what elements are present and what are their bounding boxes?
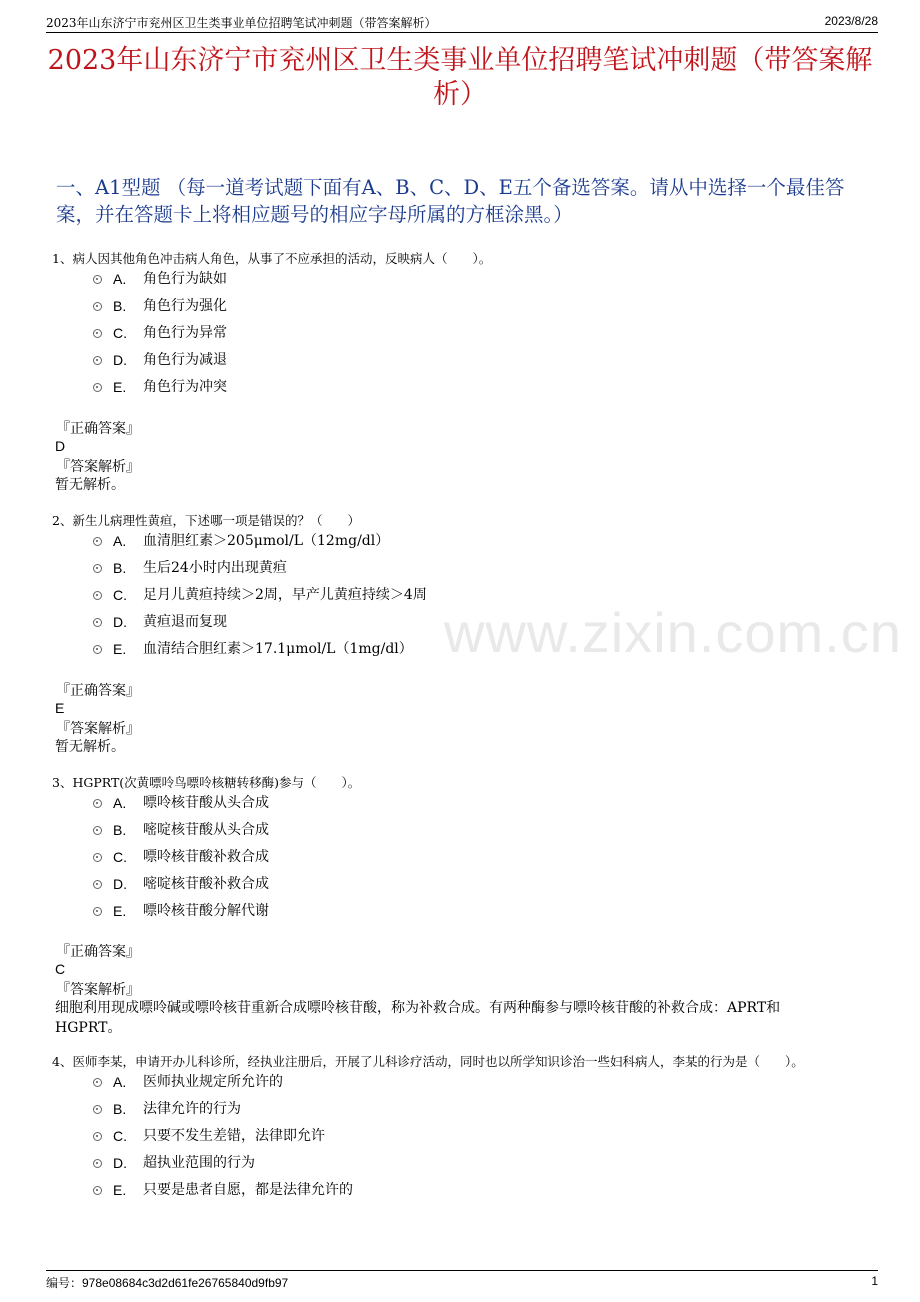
option-text: 角色行为减退 xyxy=(143,352,227,368)
option-letter: C. xyxy=(113,587,127,603)
radio-icon[interactable] xyxy=(93,618,102,627)
radio-icon[interactable] xyxy=(93,1078,102,1087)
explanation-text: 暂无解析。 xyxy=(55,739,125,755)
answer-label: 『正确答案』 xyxy=(56,683,140,699)
option-letter: D. xyxy=(113,1155,127,1171)
header-date: 2023/8/28 xyxy=(824,14,878,28)
option-text: 只要不发生差错，法律即允许 xyxy=(143,1128,325,1144)
option-letter: A. xyxy=(113,795,127,811)
question-stem: 3、HGPRT(次黄嘌呤鸟嘌呤核糖转移酶)参与（ ）。 xyxy=(52,775,361,790)
option-letter: A. xyxy=(113,1074,127,1090)
option-text: 医师执业规定所允许的 xyxy=(143,1074,283,1090)
radio-icon[interactable] xyxy=(93,1159,102,1168)
footer-doc-id: 编号：978e08684c3d2d61fe26765840d9fb97 xyxy=(46,1276,289,1290)
document-title: 2023年山东济宁市兖州区卫生类事业单位招聘笔试冲刺题（带答案解析） xyxy=(47,45,873,110)
option-letter: E. xyxy=(113,903,127,919)
header-doc-title: 2023年山东济宁市兖州区卫生类事业单位招聘笔试冲刺题（带答案解析） xyxy=(46,16,437,30)
radio-icon[interactable] xyxy=(93,383,102,392)
answer-label: 『正确答案』 xyxy=(56,944,140,960)
watermark: www.zixin.com.cn xyxy=(444,601,902,664)
option-text: 足月儿黄疸持续＞2周，早产儿黄疸持续＞4周 xyxy=(143,587,427,603)
question-stem: 4、医师李某，申请开办儿科诊所，经执业注册后，开展了儿科诊疗活动，同时也以所学知识诊治一些妇科病人，李某的行为是（ ）。 xyxy=(52,1054,804,1069)
radio-icon[interactable] xyxy=(93,591,102,600)
page-header xyxy=(46,12,878,33)
radio-icon[interactable] xyxy=(93,1186,102,1195)
radio-icon[interactable] xyxy=(93,645,102,654)
option-letter: D. xyxy=(113,876,127,892)
explanation-label: 『答案解析』 xyxy=(56,459,140,475)
page-number: 1 xyxy=(871,1274,878,1288)
option-text: 嘧啶核苷酸从头合成 xyxy=(143,822,269,838)
explanation-text: 暂无解析。 xyxy=(55,477,125,493)
option-letter: D. xyxy=(113,614,127,630)
answer-label: 『正确答案』 xyxy=(56,421,140,437)
option-text: 嘌呤核苷酸分解代谢 xyxy=(143,903,269,919)
question-stem: 1、病人因其他角色冲击病人角色，从事了不应承担的活动，反映病人（ ）。 xyxy=(52,251,492,266)
correct-answer: E xyxy=(55,700,65,716)
option-letter: C. xyxy=(113,325,127,341)
option-text: 角色行为冲突 xyxy=(143,379,227,395)
radio-icon[interactable] xyxy=(93,853,102,862)
radio-icon[interactable] xyxy=(93,1132,102,1141)
option-letter: B. xyxy=(113,822,127,838)
option-text: 黄疸退而复现 xyxy=(143,614,227,630)
correct-answer: D xyxy=(55,438,66,454)
radio-icon[interactable] xyxy=(93,907,102,916)
option-letter: D. xyxy=(113,352,127,368)
option-text: 角色行为缺如 xyxy=(143,271,227,287)
option-text: 血清结合胆红素＞17.1μmol/L（1mg/dl） xyxy=(143,641,413,657)
radio-icon[interactable] xyxy=(93,1105,102,1114)
option-text: 嘧啶核苷酸补救合成 xyxy=(143,876,269,892)
option-text: 超执业范围的行为 xyxy=(143,1155,255,1171)
option-letter: C. xyxy=(113,849,127,865)
page-footer xyxy=(46,1270,878,1291)
radio-icon[interactable] xyxy=(93,356,102,365)
option-letter: B. xyxy=(113,560,127,576)
option-letter: E. xyxy=(113,641,127,657)
radio-icon[interactable] xyxy=(93,302,102,311)
correct-answer: C xyxy=(55,961,66,977)
option-letter: B. xyxy=(113,1101,127,1117)
option-letter: A. xyxy=(113,533,127,549)
option-letter: C. xyxy=(113,1128,127,1144)
option-text: 角色行为异常 xyxy=(143,325,227,341)
option-letter: E. xyxy=(113,1182,127,1198)
option-letter: E. xyxy=(113,379,127,395)
option-text: 嘌呤核苷酸从头合成 xyxy=(143,795,269,811)
radio-icon[interactable] xyxy=(93,799,102,808)
question-stem: 2、新生儿病理性黄疸，下述哪一项是错误的？（ ） xyxy=(52,513,360,528)
radio-icon[interactable] xyxy=(93,564,102,573)
option-letter: B. xyxy=(113,298,127,314)
option-text: 血清胆红素＞205μmol/L（12mg/dl） xyxy=(143,533,390,549)
option-text: 角色行为强化 xyxy=(143,298,227,314)
radio-icon[interactable] xyxy=(93,329,102,338)
option-text: 法律允许的行为 xyxy=(143,1101,241,1117)
option-text: 只要是患者自愿，都是法律允许的 xyxy=(143,1182,353,1198)
section-heading: 一、A1型题 （每一道考试题下面有A、B、C、D、E五个备选答案。请从中选择一个最佳答案，并在答题卡上将相应题号的相应字母所属的方框涂黑。） xyxy=(56,176,845,226)
radio-icon[interactable] xyxy=(93,537,102,546)
radio-icon[interactable] xyxy=(93,826,102,835)
explanation-label: 『答案解析』 xyxy=(56,721,140,737)
explanation-text: 细胞利用现成嘌呤碱或嘌呤核苷重新合成嘌呤核苷酸，称为补救合成。有两种酶参与嘌呤核苷酸的补救合成：APRT和HGPRT。 xyxy=(55,1000,781,1036)
radio-icon[interactable] xyxy=(93,275,102,284)
radio-icon[interactable] xyxy=(93,880,102,889)
option-text: 生后24小时内出现黄疸 xyxy=(143,560,287,576)
option-letter: A. xyxy=(113,271,127,287)
explanation-label: 『答案解析』 xyxy=(56,982,140,998)
option-text: 嘌呤核苷酸补救合成 xyxy=(143,849,269,865)
